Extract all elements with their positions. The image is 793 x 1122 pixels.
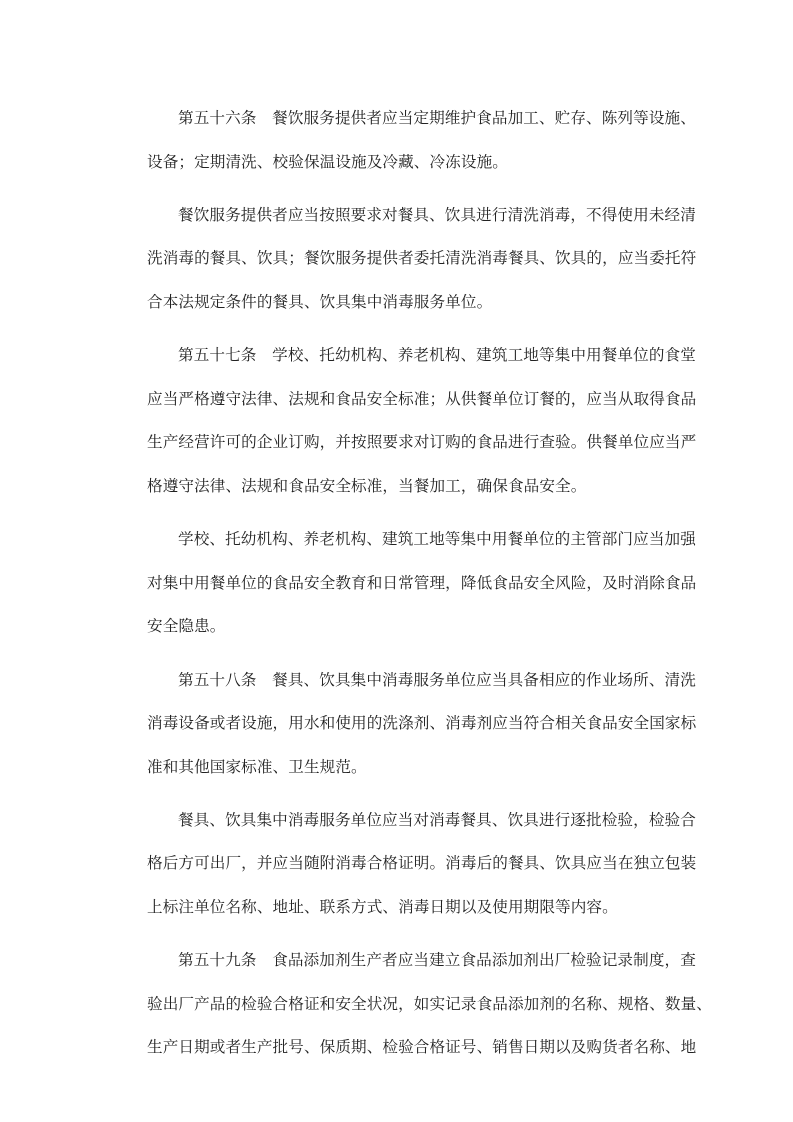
text-line: 安全隐患。: [147, 617, 226, 636]
text-line: 洗消毒的餐具、饮具；餐饮服务提供者委托清洗消毒餐具、饮具的，应当委托符: [147, 249, 697, 268]
text-line: 应当严格遵守法律、法规和食品安全标准；从供餐单位订餐的，应当从取得食品: [147, 389, 697, 408]
paragraph-article-59: [116, 939, 712, 1070]
text-line: 上标注单位名称、地址、联系方式、消毒日期以及使用期限等内容。: [147, 898, 618, 917]
text-line: 验出厂产品的检验合格证和安全状况，如实记录食品添加剂的名称、规格、数量、: [147, 994, 712, 1013]
text-line: 第五十六条 餐饮服务提供者应当定期维护食品加工、贮存、陈列等设施、: [178, 109, 696, 127]
paragraph-article-56: [116, 97, 696, 184]
text-line: 学校、托幼机构、养老机构、建筑工地等集中用餐单位的主管部门应当加强: [178, 530, 696, 549]
paragraph-article-56-clause-2: [116, 194, 697, 325]
text-line: 餐饮服务提供者应当按照要求对餐具、饮具进行清洗消毒，不得使用未经清: [178, 205, 696, 224]
document-body: [116, 97, 712, 1080]
paragraph-article-58: [116, 659, 697, 790]
text-line: 第五十七条 学校、托幼机构、养老机构、建筑工地等集中用餐单位的食堂: [178, 346, 696, 365]
text-line: 格遵守法律、法规和食品安全标准，当餐加工，确保食品安全。: [147, 476, 587, 495]
text-line: 合本法规定条件的餐具、饮具集中消毒服务单位。: [147, 292, 493, 311]
text-line: 准和其他国家标准、卫生规范。: [147, 757, 367, 776]
text-line: 餐具、饮具集中消毒服务单位应当对消毒餐具、饮具进行逐批检验，检验合: [178, 810, 696, 829]
paragraph-article-58-clause-2: [116, 799, 697, 930]
paragraph-article-57-clause-2: [116, 518, 697, 649]
text-line: 格后方可出厂，并应当随附消毒合格证明。消毒后的餐具、饮具应当在独立包装: [147, 854, 697, 873]
text-line: 对集中用餐单位的食品安全教育和日常管理，降低食品安全风险，及时消除食品: [147, 573, 697, 592]
text-line: 消毒设备或者设施，用水和使用的洗涤剂、消毒剂应当符合相关食品安全国家标: [147, 714, 697, 733]
text-line: 第五十九条 食品添加剂生产者应当建立食品添加剂出厂检验记录制度，查: [178, 951, 696, 970]
text-line: 第五十八条 餐具、饮具集中消毒服务单位应当具备相应的作业场所、清洗: [178, 670, 696, 689]
paragraph-article-57: [116, 334, 697, 508]
text-line: 设备；定期清洗、校验保温设施及冷藏、冷冻设施。: [147, 152, 508, 171]
text-line: 生产经营许可的企业订购，并按照要求对订购的食品进行查验。供餐单位应当严: [147, 433, 697, 452]
text-line: 生产日期或者生产批号、保质期、检验合格证号、销售日期以及购货者名称、地: [147, 1038, 697, 1057]
